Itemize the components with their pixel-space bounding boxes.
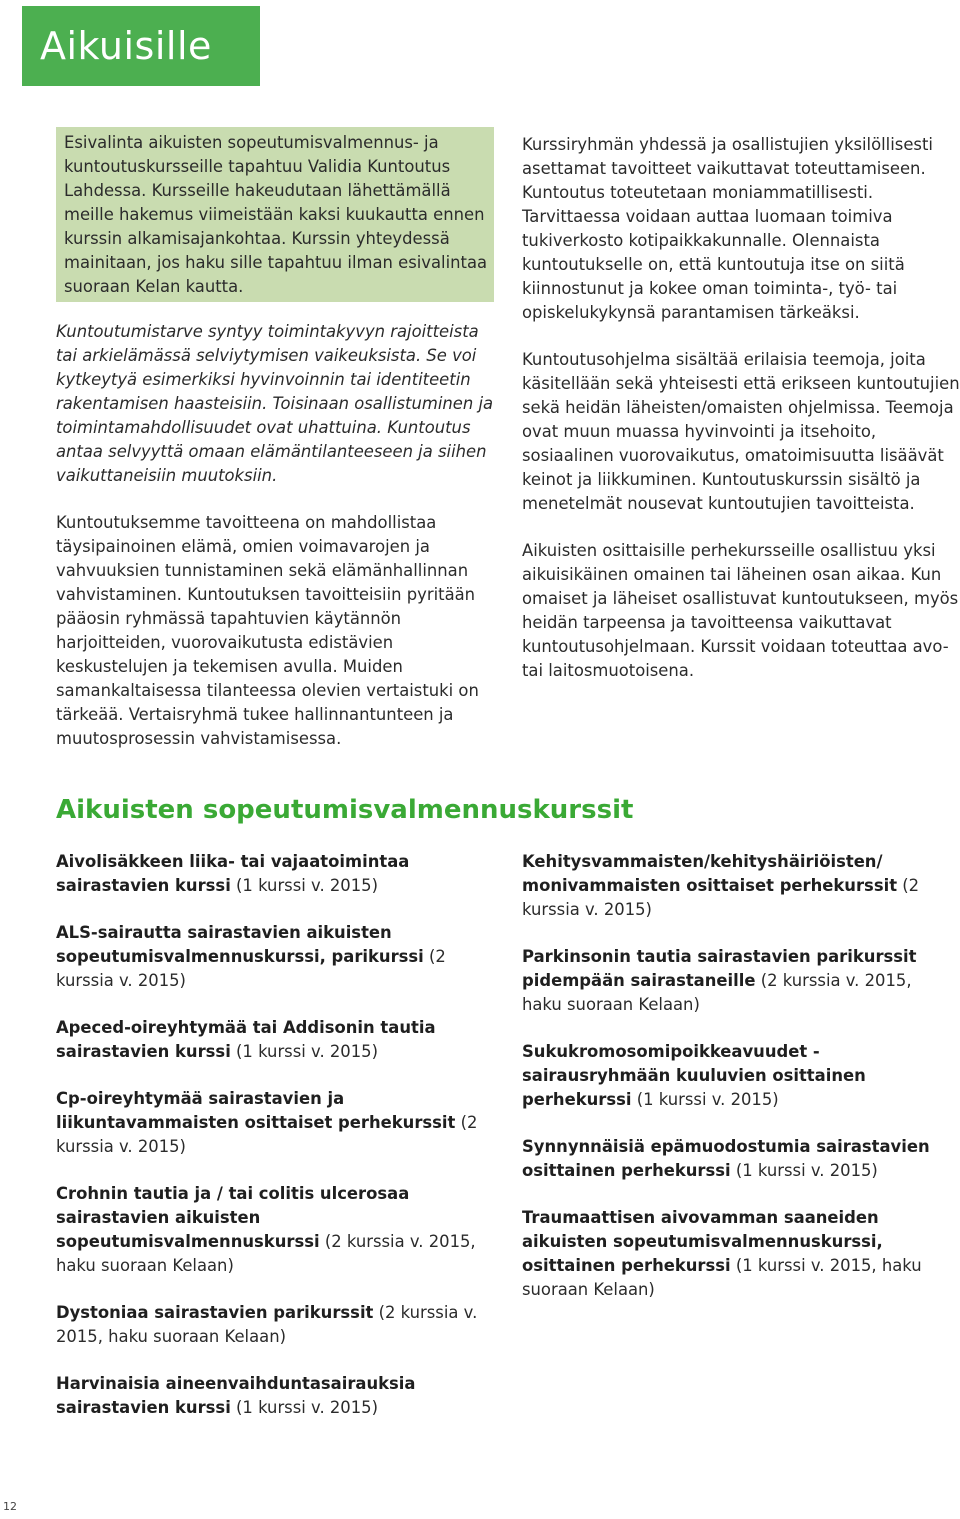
course-list-left xyxy=(56,850,486,1443)
course-item: Dystoniaa sairastavien parikurssit (2 kurssia v. 2015, haku suoraan Kelaan) xyxy=(56,1303,478,1346)
page-number: 12 xyxy=(3,1500,17,1513)
program-paragraph: Kuntoutusohjelma sisältää erilaisia teemoja, joita käsitellään sekä yhteisesti että erikseen kuntoutujien sekä heidän läheisten/omaisten ohjelmissa. Teemoja ovat muun muassa hyvinvointi ja itsehoito, sosiaalinen vuorovaikutus, omatoimisuutta lisäävät keinot ja liikkuminen. Kuntoutuskurssin sisältö ja menetelmät nousevat kuntoutujien tavoitteista. xyxy=(522,350,960,513)
right-text-column xyxy=(522,133,960,706)
intro-italic-paragraph: Kuntoutumistarve syntyy toimintakyvyn rajoitteista tai arkielämässä selviytymisen vaikeuksista. Se voi kytkeytyä esimerkiksi hyvinvoinnin tai identiteetin rakentamisen haasteisiin. Toisinaan osallistuminen ja toimintamahdollisuudet ovat uhattuina. Kuntoutus antaa selvyyttä omaan elämäntilanteeseen ja siihen vaikuttaneisiin muutoksiin. xyxy=(56,322,494,485)
course-item: Cp-oireyhtymää sairastavien ja liikuntavammaisten osittaiset perhekurssit (2 kurssia v. 2015) xyxy=(56,1089,478,1156)
course-item: Harvinaisia aineenvaihduntasairauksia sairastavien kurssi (1 kurssi v. 2015) xyxy=(56,1374,416,1417)
family-courses-paragraph: Aikuisten osittaisille perhekursseille osallistuu yksi aikuisikäinen omainen tai läheinen osan aikaa. Kun omaiset ja läheiset osallistuvat kuntoutukseen, myös heidän tarpeensa ja tavoitteensa vaikuttavat kuntoutusohjelmaan. Kurssit voidaan toteuttaa avo- tai laitosmuotoisena. xyxy=(522,541,959,680)
course-item: Synnynnäisiä epämuodostumia sairastavien osittainen perhekurssi (1 kurssi v. 2015) xyxy=(522,1137,930,1180)
course-item: ALS-sairautta sairastavien aikuisten sopeutumisvalmennuskurssi, parikurssi (2 kurssia v. 2015) xyxy=(56,923,446,990)
course-item: Kehitysvammaisten/kehityshäiriöisten/ monivammaisten osittaiset perhekurssit (2 kurssia v. 2015) xyxy=(522,852,920,919)
section-heading: Aikuisten sopeutumisvalmennuskurssit xyxy=(56,795,634,825)
goals-paragraph: Kuntoutuksemme tavoitteena on mahdollistaa täysipainoinen elämä, omien voimavarojen ja vahvuuksien tunnistaminen sekä elämänhallinnan vahvistaminen. Kuntoutuksen tavoitteisiin pyritään pääosin ryhmässä tapahtuvien käytännön harjoitteiden, vuorovaikutusta edistävien keskustelujen ja tekemisen avulla. Muiden samankaltaisessa tilanteessa olevien vertaistuki on tärkeää. Vertaisryhmä tukee hallinnantunteen ja muutosprosessin vahvistamisessa. xyxy=(56,513,479,748)
course-item: Crohnin tautia ja / tai colitis ulcerosaa sairastavien aikuisten sopeutumisvalmennuskurssi (2 kurssia v. 2015, haku suoraan Kelaan) xyxy=(56,1184,476,1275)
course-item: Apeced-oireyhtymää tai Addisonin tautia sairastavien kurssi (1 kurssi v. 2015) xyxy=(56,1018,436,1061)
intro-highlight-box: Esivalinta aikuisten sopeutumisvalmennus- ja kuntoutuskursseille tapahtuu Validia Kuntoutus Lahdessa. Kursseille hakeudutaan lähettämällä meille hakemus viimeistään kaksi kuukautta ennen kurssin alkamisajankohtaa. Kurssin yhteydessä mainitaan, jos haku sille tapahtuu ilman esivalintaa suoraan Kelan kautta. xyxy=(56,127,494,302)
course-item: Aivolisäkkeen liika- tai vajaatoimintaa sairastavien kurssi (1 kurssi v. 2015) xyxy=(56,852,410,895)
course-item: Traumaattisen aivovamman saaneiden aikuisten sopeutumisvalmennuskurssi, osittainen perhekurssi (1 kurssi v. 2015, haku suoraan Kelaan) xyxy=(522,1208,922,1299)
group-goals-paragraph: Kurssiryhmän yhdessä ja osallistujien yksilöllisesti asettamat tavoitteet vaikuttavat toteuttamiseen. Kuntoutus toteutetaan moniammatillisesti. Tarvittaessa voidaan auttaa luomaan toimiva tukiverkosto kotipaikkakunnalle. Olennaista kuntoutukselle on, että kuntoutuja itse on siitä kiinnostunut ja kokee oman toiminta-, työ- tai opiskelukykynsä parantamisen tärkeäksi. xyxy=(522,135,933,322)
page-title: Aikuisille xyxy=(22,6,260,86)
course-list-right xyxy=(522,850,952,1325)
course-item: Sukukromosomipoikkeavuudet -sairausryhmään kuuluvien osittainen perhekurssi (1 kurssi v. 2015) xyxy=(522,1042,866,1109)
course-item: Parkinsonin tautia sairastavien parikurssit pidempään sairastaneille (2 kurssia v. 2015, haku suoraan Kelaan) xyxy=(522,947,917,1014)
left-text-column xyxy=(56,320,496,774)
